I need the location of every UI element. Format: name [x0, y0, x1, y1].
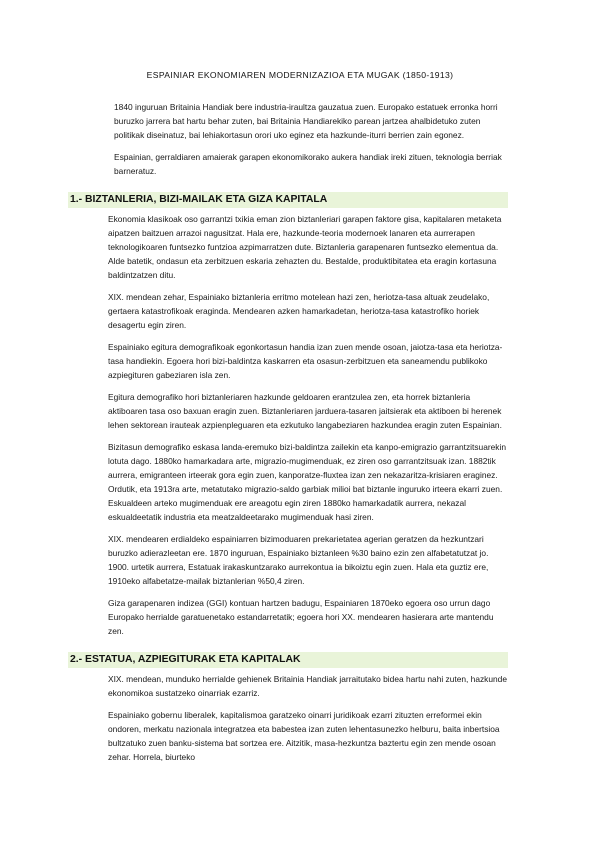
section-1-paragraph-3: Espainiako egitura demografikoak egonkortasun handia izan zuen mende osoan, jaiotza-tasa eta heriotza-tasa handiekin. Egoera hori bizi-baldintza kaskarren eta osasun-zerbitzuen eta saneamendu publikoko azpiegituren gabeziaren isla zen. — [108, 342, 503, 380]
intro-paragraph-1: 1840 inguruan Britainia Handiak bere industria-iraultza gauzatua zuen. Europako estatuek erronka horri buruzko jarrera bat hartu behar zuten, bai Britainia Handiarekiko parean jartzea ahalbidetuko zuten politikak diseinatuz, bai lehiakortasun orori uko eginez eta hazkunde-iturri berrien zain egonez. — [114, 102, 498, 140]
section-1-paragraph-4: Egitura demografiko hori biztanleriaren hazkunde geldoaren erantzulea zen, eta horrek biztanleria aktiboaren tasa oso baxuan eragin zuen. Biztanleriaren jarduera-tasaren jaitsierak eta aktiboen bi herenek lehen sektorean irauteak azpienpleguaren eta ezkutuko langabeziaren hazkundea eragin zuten Espainian. — [108, 392, 502, 430]
section-heading-1: 1.- BIZTANLERIA, BIZI-MAILAK ETA GIZA KAPITALA — [68, 192, 508, 208]
section-2-paragraph-2: Espainiako gobernu liberalek, kapitalismoa garatzeko oinarri juridikoak ezarri zituzten erreformei ekin ondoren, merkatu nazionala integratzea eta babestea izan zuten lehentasunezko helburu, baita inbertsioa bultzatuko zuen banku-sistema bat sortzea ere. Aitzitik, masa-hezkuntza baztertu egin zen mende osoan zehar. Horrela, biurteko — [108, 710, 500, 762]
section-1-paragraph-7: Giza garapenaren indizea (GGI) kontuan hartzen badugu, Espainiaren 1870eko egoera oso urrun dago Europako herrialde garatuenetako estandarretatik; egoera hori XX. mendearen hasierara arte mantendu zen. — [108, 598, 494, 636]
section-1-paragraph-2: XIX. mendean zehar, Espainiako biztanleria erritmo motelean hazi zen, heriotza-tasa altuak zeudelako, gertaera katastrofikoak eraginda. Mendearen azken hamarkadetan, heriotza-tasa katastrofiko horiek desagertu egin ziren. — [108, 292, 490, 330]
intro-paragraph-2: Espainian, gerraldiaren amaierak garapen ekonomikorako aukera handiak ireki zituen, teknologia berriak barneratuz. — [114, 152, 502, 176]
section-1-paragraph-6: XIX. mendearen erdialdeko espainiarren bizimoduaren prekarietatea agerian geratzen da hezkuntzari buruzko adierazleetan ere. 1870 inguruan, Espainiako biztanleen %30 baino ezin zen alfabetatutzat jo. 1900. urtetik aurrera, Estatuak irakaskuntzarako aurrekontua ia bikoiztu egin zuen. Hala eta guztiz ere, 1910eko alfabetatze-mailak biztanlerian %50,4 ziren. — [108, 534, 489, 586]
section-1-paragraph-5: Bizitasun demografiko eskasa landa-eremuko bizi-baldintza zailekin eta kanpo-emigrazio garrantzitsuarekin lotuta dago. 1880ko hamarkadara arte, migrazio-mugimenduak, ez ziren oso garrantzitsuak izan. 1882tik aurrera, emigranteen irteerak gora egin zuen, kanporatze-fluxtea izan zen nekazaritza-krisiaren eraginez. Ordutik, eta 1913ra arte, metatutako migrazio-saldo garbiak milioi bat biztanle inguruko irteera ekarri zuen. Eskualdeen arteko mugimenduak ere areagotu egin ziren 1880ko hamarkadatik aurrera, nekazal eskualdeetatik industria eta meatzaldeetarako mugimenduak hasi ziren. — [108, 442, 507, 522]
document-title: ESPAINIAR EKONOMIAREN MODERNIZAZIOA ETA MUGAK (1850-1913) — [146, 70, 454, 80]
section-2-paragraph-1: XIX. mendean, munduko herrialde gehienek Britainia Handiak jarraitutako bidea hartu nahi zuten, hazkunde ekonomikoa sustatzeko oinarriak ezarriz. — [108, 674, 507, 698]
section-1-paragraph-1: Ekonomia klasikoak oso garrantzi txikia eman zion biztanleriari garapen faktore gisa, kapitalaren metaketa aipatzen baitzuen arrazoi nagusitzat. Hala ere, hazkunde-teoria modernoek lanaren eta aurrerapen teknologikoaren funtsezko funtzioa azpimarratzen dute. Biztanleria garapenaren funtsezko elementua da. Alde batetik, ondasun eta zerbitzuen eskaria zehazten du. Bestalde, produktibitatea eta eragin kortasuna baldintzatzen ditu. — [108, 214, 502, 280]
section-heading-2: 2.- ESTATUA, AZPIEGITURAK ETA KAPITALAK — [68, 652, 508, 668]
